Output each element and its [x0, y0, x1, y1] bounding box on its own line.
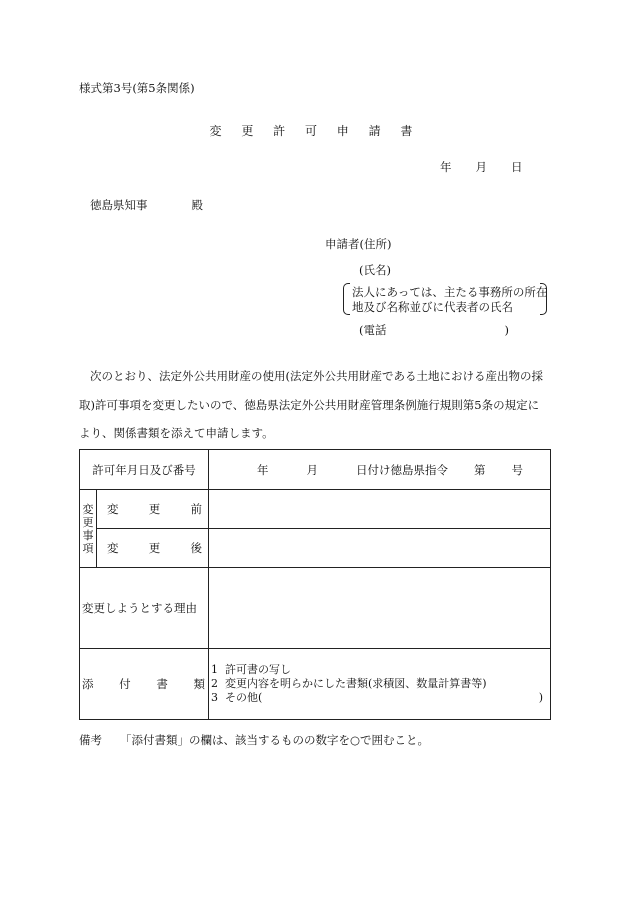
- attach-char-4: 類: [193, 677, 205, 691]
- change-before-label: [97, 490, 209, 529]
- remark: [79, 732, 429, 748]
- attachment-item[interactable]: [211, 663, 550, 677]
- attach-char-1: 添: [82, 677, 94, 691]
- body-line-2: 取)許可事項を変更したいので、徳島県法定外公共用財産管理条例施行規則第5条の規定に: [79, 397, 540, 412]
- after-char-3: 後: [190, 541, 202, 555]
- application-body: [79, 362, 559, 448]
- document-title-text: 変 更 許 可 申 請 書: [209, 124, 421, 138]
- reason-row: [80, 568, 551, 649]
- change-before-value[interactable]: [209, 490, 551, 529]
- corporation-note-line1: 法人にあっては、主たる事務所の所在: [352, 285, 548, 299]
- phone-label: (電話: [359, 323, 387, 337]
- body-line-3: より、関係書類を添えて申請します。: [79, 426, 274, 440]
- attachment-text: 変更内容を明らかにした書類(求積図、数量計算書等): [225, 677, 487, 690]
- before-char-1: 変: [107, 502, 119, 516]
- permit-day-issuer: 日付け徳島県指令: [356, 462, 448, 477]
- attachment-close: ): [538, 691, 543, 704]
- attachment-text: その他(: [225, 691, 263, 704]
- bracket-right: [540, 283, 547, 315]
- applicant-address-label: 申請者(住所): [325, 237, 392, 251]
- change-char-4: 項: [82, 541, 94, 555]
- after-char-2: 更: [148, 541, 161, 555]
- date-day: 日: [511, 160, 523, 174]
- attachment-number: 2: [211, 677, 218, 690]
- remark-text: 「添付書類」の欄は、該当するものの数字を○で囲むこと。: [120, 733, 430, 747]
- attach-char-3: 書: [156, 677, 168, 691]
- change-char-1: 変: [82, 502, 94, 516]
- change-char-2: 更: [82, 515, 94, 529]
- form-number: 様式第3号(第5条関係): [79, 81, 195, 95]
- addressee-name: 徳島県知事: [90, 198, 148, 212]
- phone-close: ): [504, 323, 509, 337]
- permit-no: 第: [474, 462, 486, 477]
- permit-month: 月: [306, 462, 318, 477]
- bracket-left: [343, 283, 350, 315]
- applicant-name-label: (氏名): [359, 263, 391, 277]
- permit-label: 許可年月日及び番号: [80, 450, 209, 490]
- remark-label: 備考: [79, 733, 102, 747]
- attachment-item[interactable]: [211, 691, 550, 705]
- permit-no-suffix: 号: [511, 462, 523, 477]
- attachments-label: [80, 649, 209, 720]
- date-month: 月: [475, 160, 487, 174]
- before-char-2: 更: [148, 502, 161, 516]
- addressee: [90, 197, 203, 213]
- permit-row: [80, 450, 551, 490]
- reason-value[interactable]: [209, 568, 551, 649]
- date-year: 年: [440, 160, 452, 174]
- attachments-row: [80, 649, 551, 720]
- after-char-1: 変: [107, 541, 119, 555]
- document-title: [0, 122, 630, 139]
- attachment-number: 1: [211, 663, 218, 676]
- change-items-label: [80, 490, 97, 568]
- application-date: [440, 159, 523, 175]
- application-table: [79, 449, 551, 720]
- body-line-1: 次のとおり、法定外公共用財産の使用(法定外公共用財産である土地における産出物の採: [90, 369, 543, 383]
- attach-char-2: 付: [119, 677, 131, 691]
- before-char-3: 前: [190, 502, 202, 516]
- change-before-row: [80, 490, 551, 529]
- permit-year: 年: [257, 462, 269, 477]
- permit-value[interactable]: [209, 450, 551, 490]
- change-after-row: [80, 529, 551, 568]
- change-after-label: [97, 529, 209, 568]
- applicant-phone: [359, 322, 509, 338]
- change-char-3: 事: [82, 528, 94, 542]
- corporation-note: [343, 283, 547, 315]
- attachment-text: 許可書の写し: [225, 663, 291, 676]
- attachment-number: 3: [211, 691, 218, 704]
- corporation-note-line2: 地及び名称並びに代表者の氏名: [352, 300, 513, 314]
- attachment-item[interactable]: [211, 677, 550, 691]
- attachments-list: [209, 649, 551, 720]
- change-after-value[interactable]: [209, 529, 551, 568]
- reason-label: 変更しようとする理由: [80, 568, 209, 649]
- addressee-suffix: 殿: [191, 198, 203, 212]
